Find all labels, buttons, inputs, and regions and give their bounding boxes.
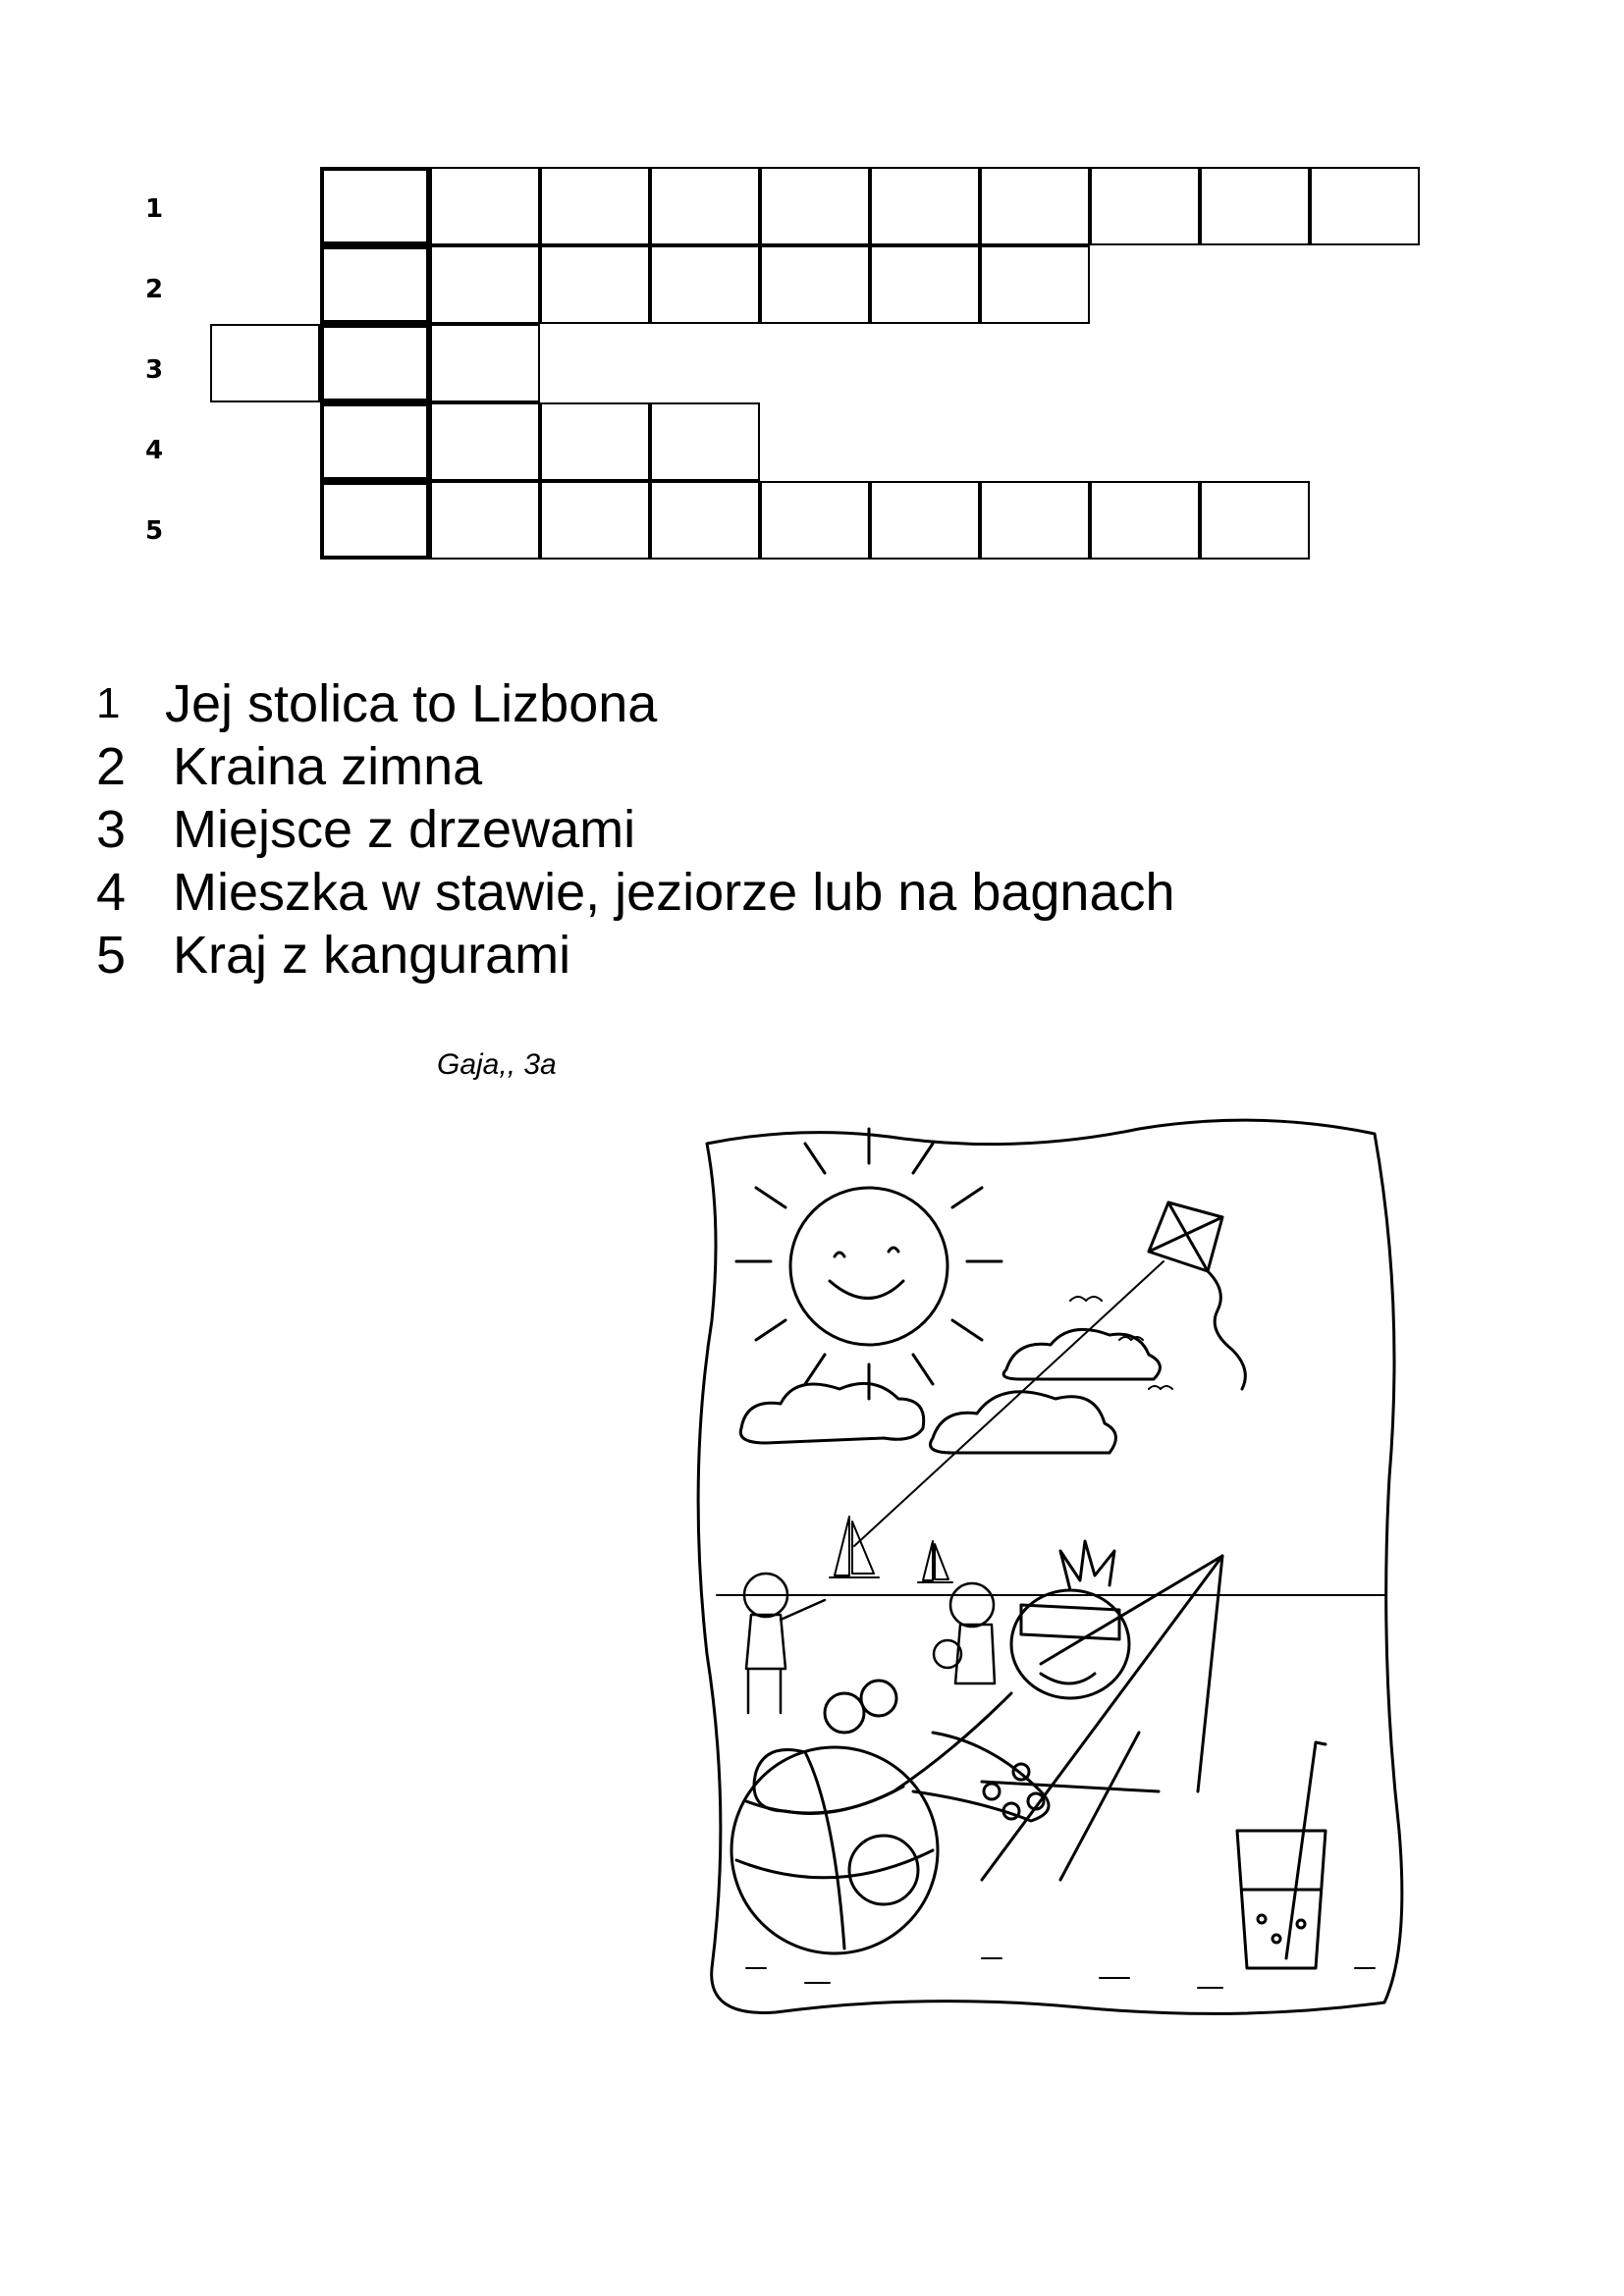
crossword-cell[interactable]: [540, 167, 650, 245]
clue-number: 1: [96, 679, 121, 727]
crossword-cell[interactable]: [430, 167, 540, 245]
crossword-cell[interactable]: [650, 481, 760, 560]
clue-number: 2: [96, 737, 127, 796]
cloud-icon: [740, 1383, 923, 1443]
deck-chair-icon: [982, 1556, 1222, 1880]
crossword-cell[interactable]: [1090, 167, 1200, 245]
sailboat-icon: [830, 1517, 879, 1577]
clue-number: 3: [96, 800, 127, 859]
crossword-cell[interactable]: [980, 167, 1090, 245]
crossword-cell-key[interactable]: [320, 324, 430, 402]
crossword-cell[interactable]: [1090, 481, 1200, 560]
clue-number: 4: [96, 863, 127, 922]
cloud-icon: [931, 1392, 1116, 1453]
drink-glass-icon: [1237, 1742, 1326, 1968]
crossword-cell[interactable]: [650, 402, 760, 481]
crossword-cell[interactable]: [760, 481, 870, 560]
row-number: 2: [145, 275, 164, 304]
crossword-cell[interactable]: [1200, 481, 1310, 560]
clue-number: 5: [96, 926, 127, 985]
kite-icon: [854, 1202, 1245, 1546]
clue-text: Kraina zimna: [173, 737, 483, 796]
author-signature: Gaja,, 3a: [437, 1048, 557, 1081]
crossword-cell[interactable]: [540, 245, 650, 324]
crossword-cell-key[interactable]: [320, 245, 430, 324]
crossword-cell[interactable]: [870, 245, 980, 324]
row-number: 4: [145, 436, 164, 465]
crossword-cell[interactable]: [1310, 167, 1420, 245]
crossword-cell[interactable]: [430, 402, 540, 481]
crossword-cell[interactable]: [870, 481, 980, 560]
crossword-cell[interactable]: [650, 245, 760, 324]
crossword-cell[interactable]: [540, 481, 650, 560]
clue-text: Mieszka w stawie, jeziorze lub na bagnach: [173, 863, 1175, 922]
crossword-cell[interactable]: [980, 245, 1090, 324]
crossword-cell[interactable]: [430, 245, 540, 324]
crossword-cell-key[interactable]: [320, 167, 430, 245]
crossword-cell[interactable]: [760, 167, 870, 245]
crossword-cell-key[interactable]: [320, 402, 430, 481]
beach-coloring-page-icon: [687, 1104, 1414, 2017]
crossword-cell[interactable]: [540, 402, 650, 481]
crossword-cell[interactable]: [980, 481, 1090, 560]
row-number: 3: [145, 355, 164, 385]
sun-icon: [736, 1129, 1001, 1399]
crossword-cell[interactable]: [1200, 167, 1310, 245]
child-with-ball-icon: [934, 1583, 995, 1683]
clue-text: Kraj z kangurami: [173, 926, 571, 985]
crossword-cell-key[interactable]: [320, 481, 430, 560]
crossword-cell[interactable]: [430, 324, 540, 402]
clue-text: Miejsce z drzewami: [173, 800, 636, 859]
crossword-grid: [0, 0, 1624, 589]
crossword-cell[interactable]: [210, 324, 320, 402]
sand-texture: [746, 1958, 1375, 1988]
crossword-cell[interactable]: [430, 481, 540, 560]
beach-ball-icon: [731, 1747, 938, 1953]
row-number: 1: [145, 194, 164, 224]
clue-text: Jej stolica to Lizbona: [165, 674, 658, 733]
crossword-cell[interactable]: [650, 167, 760, 245]
crossword-cell[interactable]: [870, 167, 980, 245]
crossword-cell[interactable]: [760, 245, 870, 324]
sailboat-icon: [918, 1541, 952, 1582]
row-number: 5: [145, 516, 164, 546]
